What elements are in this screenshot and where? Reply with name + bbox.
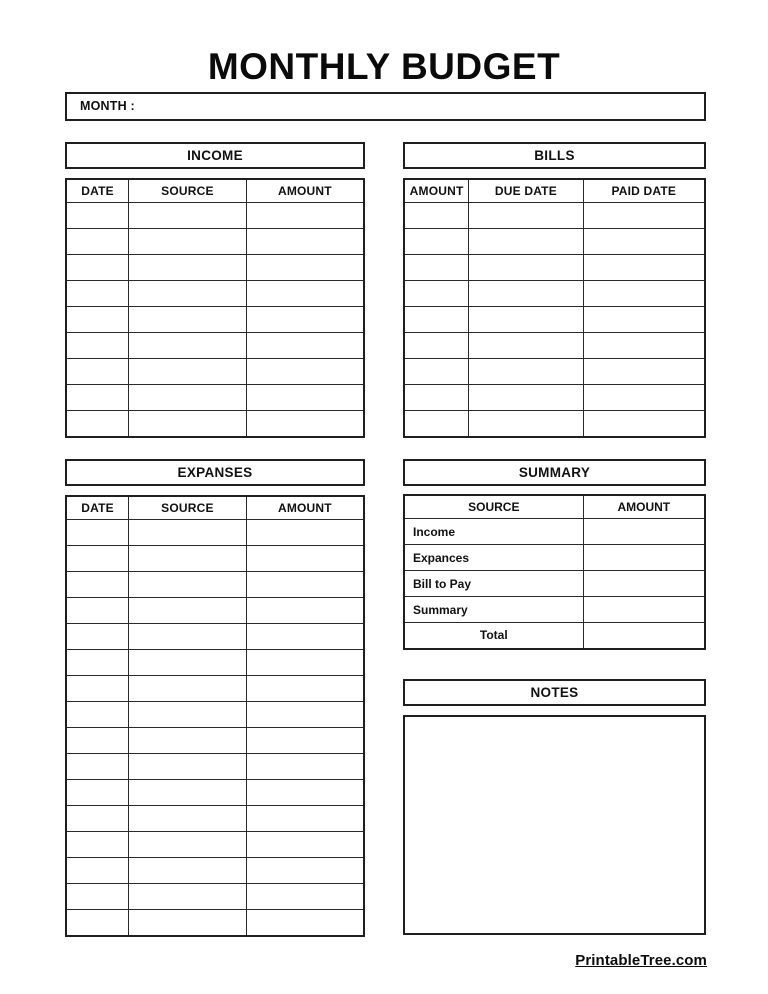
expanses-section-header bbox=[65, 459, 365, 486]
empty-row bbox=[66, 359, 364, 385]
summary-row-bill-to-pay bbox=[404, 571, 705, 597]
summary-row-total bbox=[404, 623, 705, 649]
empty-cell bbox=[404, 411, 469, 437]
empty-row bbox=[66, 572, 364, 598]
empty-cell bbox=[66, 255, 129, 281]
empty-cell bbox=[583, 281, 705, 307]
empty-cell bbox=[469, 333, 583, 359]
empty-cell bbox=[66, 572, 129, 598]
empty-row bbox=[66, 832, 364, 858]
empty-cell bbox=[246, 255, 364, 281]
empty-cell bbox=[66, 676, 129, 702]
empty-cell bbox=[66, 624, 129, 650]
expanses-col-date: DATE bbox=[66, 496, 129, 520]
empty-cell bbox=[469, 411, 583, 437]
income-table-body bbox=[66, 203, 364, 437]
summary-label-bill-to-pay: Bill to Pay bbox=[404, 571, 583, 597]
content-columns bbox=[65, 142, 706, 937]
summary-label-expances: Expances bbox=[404, 545, 583, 571]
summary-header-row bbox=[404, 495, 705, 519]
empty-row bbox=[404, 281, 705, 307]
empty-cell bbox=[129, 281, 247, 307]
summary-row-expances bbox=[404, 545, 705, 571]
empty-cell bbox=[129, 832, 247, 858]
empty-cell bbox=[129, 676, 247, 702]
empty-cell bbox=[129, 307, 247, 333]
summary-amount-total bbox=[583, 623, 705, 649]
empty-cell bbox=[583, 229, 705, 255]
month-field bbox=[65, 92, 706, 121]
empty-cell bbox=[404, 229, 469, 255]
empty-row bbox=[66, 546, 364, 572]
summary-label-income: Income bbox=[404, 519, 583, 545]
empty-cell bbox=[583, 359, 705, 385]
summary-label-total: Total bbox=[404, 623, 583, 649]
empty-row bbox=[404, 255, 705, 281]
expanses-table bbox=[65, 495, 365, 937]
empty-cell bbox=[129, 385, 247, 411]
empty-row bbox=[404, 333, 705, 359]
empty-cell bbox=[129, 780, 247, 806]
empty-cell bbox=[404, 281, 469, 307]
empty-cell bbox=[246, 281, 364, 307]
empty-cell bbox=[469, 203, 583, 229]
empty-cell bbox=[66, 520, 129, 546]
left-column bbox=[65, 142, 365, 937]
empty-cell bbox=[66, 598, 129, 624]
right-column bbox=[403, 142, 706, 937]
notes-title: NOTES bbox=[530, 684, 579, 700]
footer-link[interactable]: PrintableTree.com bbox=[575, 952, 707, 969]
empty-cell bbox=[66, 333, 129, 359]
empty-cell bbox=[66, 728, 129, 754]
empty-row bbox=[404, 359, 705, 385]
empty-cell bbox=[246, 884, 364, 910]
empty-row bbox=[66, 229, 364, 255]
empty-row bbox=[66, 728, 364, 754]
empty-row bbox=[66, 806, 364, 832]
empty-row bbox=[66, 255, 364, 281]
empty-row bbox=[66, 333, 364, 359]
expanses-col-amount: AMOUNT bbox=[246, 496, 364, 520]
empty-cell bbox=[66, 884, 129, 910]
empty-cell bbox=[129, 858, 247, 884]
bills-table bbox=[403, 178, 706, 438]
expanses-table-body bbox=[66, 520, 364, 936]
empty-cell bbox=[246, 229, 364, 255]
empty-cell bbox=[246, 385, 364, 411]
empty-cell bbox=[129, 702, 247, 728]
empty-cell bbox=[66, 754, 129, 780]
empty-row bbox=[404, 385, 705, 411]
empty-cell bbox=[129, 754, 247, 780]
empty-cell bbox=[246, 650, 364, 676]
summary-col-amount: AMOUNT bbox=[583, 495, 705, 519]
empty-cell bbox=[66, 832, 129, 858]
bills-header-row bbox=[404, 179, 705, 203]
empty-row bbox=[66, 624, 364, 650]
empty-cell bbox=[583, 385, 705, 411]
empty-cell bbox=[66, 281, 129, 307]
empty-row bbox=[66, 650, 364, 676]
summary-col-source: SOURCE bbox=[404, 495, 583, 519]
summary-label-summary: Summary bbox=[404, 597, 583, 623]
empty-cell bbox=[246, 411, 364, 437]
expanses-col-source: SOURCE bbox=[129, 496, 247, 520]
empty-cell bbox=[129, 546, 247, 572]
empty-row bbox=[66, 858, 364, 884]
empty-cell bbox=[246, 333, 364, 359]
empty-row bbox=[404, 229, 705, 255]
empty-cell bbox=[246, 728, 364, 754]
empty-row bbox=[66, 411, 364, 437]
empty-row bbox=[66, 676, 364, 702]
income-col-date: DATE bbox=[66, 179, 129, 203]
empty-cell bbox=[246, 307, 364, 333]
bills-title: BILLS bbox=[534, 147, 575, 163]
bills-table-body bbox=[404, 203, 705, 437]
empty-cell bbox=[583, 255, 705, 281]
empty-cell bbox=[583, 203, 705, 229]
empty-cell bbox=[404, 255, 469, 281]
empty-cell bbox=[66, 307, 129, 333]
bills-col-amount: AMOUNT bbox=[404, 179, 469, 203]
empty-row bbox=[404, 307, 705, 333]
empty-row bbox=[66, 702, 364, 728]
empty-cell bbox=[404, 359, 469, 385]
empty-cell bbox=[66, 229, 129, 255]
empty-cell bbox=[246, 598, 364, 624]
empty-cell bbox=[583, 307, 705, 333]
empty-cell bbox=[66, 650, 129, 676]
summary-row-summary bbox=[404, 597, 705, 623]
empty-cell bbox=[66, 780, 129, 806]
summary-amount-summary bbox=[583, 597, 705, 623]
empty-cell bbox=[246, 780, 364, 806]
empty-cell bbox=[66, 411, 129, 437]
empty-cell bbox=[129, 229, 247, 255]
empty-cell bbox=[66, 359, 129, 385]
bills-col-due-date: DUE DATE bbox=[469, 179, 583, 203]
empty-row bbox=[66, 884, 364, 910]
empty-cell bbox=[129, 359, 247, 385]
empty-row bbox=[66, 598, 364, 624]
empty-cell bbox=[246, 676, 364, 702]
empty-row bbox=[66, 754, 364, 780]
empty-cell bbox=[129, 255, 247, 281]
empty-row bbox=[66, 281, 364, 307]
empty-cell bbox=[469, 229, 583, 255]
empty-cell bbox=[66, 806, 129, 832]
empty-cell bbox=[66, 702, 129, 728]
summary-title: SUMMARY bbox=[518, 464, 591, 480]
empty-cell bbox=[404, 385, 469, 411]
expanses-header-row bbox=[66, 496, 364, 520]
income-table bbox=[65, 178, 365, 438]
summary-amount-expances bbox=[583, 545, 705, 571]
empty-cell bbox=[129, 598, 247, 624]
empty-cell bbox=[129, 910, 247, 936]
empty-cell bbox=[66, 546, 129, 572]
notes-area bbox=[403, 715, 706, 935]
empty-cell bbox=[404, 333, 469, 359]
empty-cell bbox=[246, 910, 364, 936]
income-col-source: SOURCE bbox=[129, 179, 247, 203]
empty-cell bbox=[129, 624, 247, 650]
empty-cell bbox=[66, 203, 129, 229]
empty-cell bbox=[246, 806, 364, 832]
summary-table bbox=[403, 494, 706, 650]
empty-row bbox=[404, 203, 705, 229]
empty-cell bbox=[129, 572, 247, 598]
empty-row bbox=[66, 385, 364, 411]
empty-row bbox=[66, 203, 364, 229]
bills-col-paid-date: PAID DATE bbox=[583, 179, 705, 203]
empty-cell bbox=[129, 806, 247, 832]
empty-cell bbox=[469, 385, 583, 411]
empty-cell bbox=[129, 650, 247, 676]
empty-cell bbox=[246, 520, 364, 546]
income-title: INCOME bbox=[187, 147, 243, 163]
empty-cell bbox=[129, 728, 247, 754]
expanses-title: EXPANSES bbox=[177, 464, 253, 480]
empty-cell bbox=[246, 754, 364, 780]
empty-cell bbox=[246, 702, 364, 728]
empty-row bbox=[404, 411, 705, 437]
empty-cell bbox=[246, 359, 364, 385]
empty-cell bbox=[246, 858, 364, 884]
empty-cell bbox=[66, 910, 129, 936]
empty-cell bbox=[469, 307, 583, 333]
empty-cell bbox=[469, 281, 583, 307]
notes-section-header bbox=[403, 679, 706, 706]
income-section-header bbox=[65, 142, 365, 169]
empty-cell bbox=[246, 572, 364, 598]
income-header-row bbox=[66, 179, 364, 203]
summary-amount-bill-to-pay bbox=[583, 571, 705, 597]
income-col-amount: AMOUNT bbox=[246, 179, 364, 203]
empty-row bbox=[66, 307, 364, 333]
empty-cell bbox=[66, 858, 129, 884]
empty-cell bbox=[246, 203, 364, 229]
empty-row bbox=[66, 520, 364, 546]
empty-cell bbox=[404, 203, 469, 229]
empty-cell bbox=[583, 333, 705, 359]
empty-cell bbox=[583, 411, 705, 437]
empty-cell bbox=[129, 884, 247, 910]
summary-row-income bbox=[404, 519, 705, 545]
empty-cell bbox=[129, 203, 247, 229]
empty-cell bbox=[404, 307, 469, 333]
page-title: MONTHLY BUDGET bbox=[207, 46, 561, 87]
empty-cell bbox=[129, 333, 247, 359]
empty-cell bbox=[246, 624, 364, 650]
empty-cell bbox=[469, 359, 583, 385]
summary-section-header bbox=[403, 459, 706, 486]
empty-cell bbox=[246, 832, 364, 858]
empty-row bbox=[66, 780, 364, 806]
bills-section-header bbox=[403, 142, 706, 169]
empty-cell bbox=[129, 520, 247, 546]
empty-row bbox=[66, 910, 364, 936]
empty-cell bbox=[469, 255, 583, 281]
summary-amount-income bbox=[583, 519, 705, 545]
month-label: MONTH : bbox=[80, 99, 135, 114]
empty-cell bbox=[246, 546, 364, 572]
empty-cell bbox=[129, 411, 247, 437]
empty-cell bbox=[66, 385, 129, 411]
